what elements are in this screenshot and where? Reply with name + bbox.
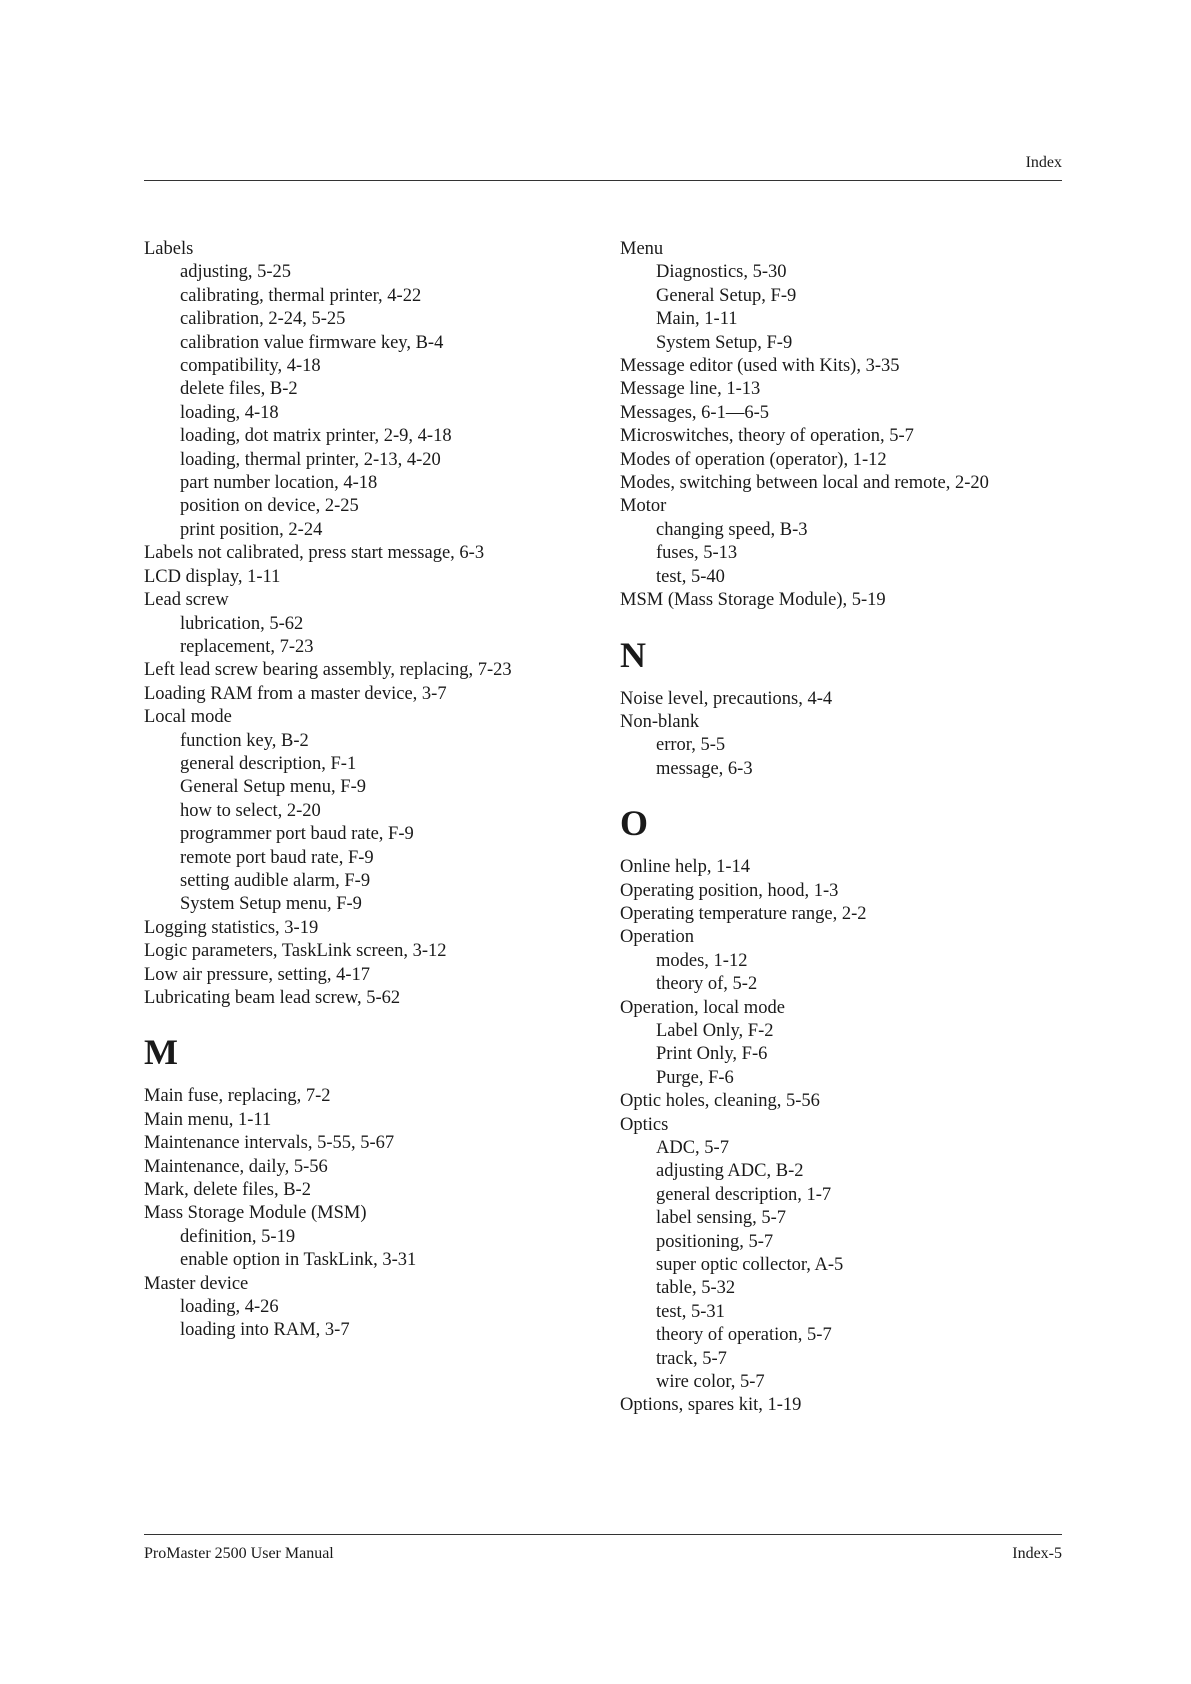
index-entry: Modes, switching between local and remote, 2-20 [620,473,989,494]
index-entry: Local mode [144,707,232,728]
index-subentry: wire color, 5-7 [656,1372,765,1393]
index-subentry: setting audible alarm, F-9 [180,870,371,891]
index-subentry: Purge, F-6 [656,1067,734,1088]
index-entry: Optics [620,1114,669,1135]
index-subentry: calibrating, thermal printer, 4-22 [180,285,422,306]
index-entry: Lead screw [144,590,229,611]
index-entry: Operation, local mode [620,997,785,1018]
index-subentry: replacement, 7-23 [180,636,314,657]
index-entry: Master device [144,1273,249,1294]
index-subentry: General Setup menu, F-9 [180,777,366,798]
header-title: Index [1025,154,1062,171]
index-entry: Loading RAM from a master device, 3-7 [144,683,447,704]
index-entry: Message editor (used with Kits), 3-35 [620,356,900,377]
index-subentry: delete files, B-2 [180,379,298,400]
index-subentry: theory of, 5-2 [656,974,758,995]
index-subentry: changing speed, B-3 [656,519,808,540]
index-entry: Modes of operation (operator), 1-12 [620,449,887,470]
index-entry: Operation [620,927,694,948]
index-subentry: function key, B-2 [180,730,309,751]
index-subentry: part number location, 4-18 [180,473,378,494]
index-subentry: print position, 2-24 [180,519,323,540]
index-subentry: System Setup menu, F-9 [180,894,362,915]
index-subentry: General Setup, F-9 [656,285,797,306]
index-entry: Online help, 1-14 [620,857,750,878]
index-subentry: remote port baud rate, F-9 [180,847,374,868]
index-section-letter: O [620,803,649,844]
index-subentry: adjusting ADC, B-2 [656,1161,804,1182]
index-entry: Operating temperature range, 2-2 [620,903,867,924]
index-subentry: fuses, 5-13 [656,543,738,564]
footer-manual-title: ProMaster 2500 User Manual [144,1545,334,1562]
index-section-letter: N [620,634,646,675]
index-subentry: label sensing, 5-7 [656,1208,786,1229]
index-entry: Main fuse, replacing, 7-2 [144,1086,331,1107]
index-column-right [620,238,1090,1418]
index-subentry: ADC, 5-7 [656,1138,729,1158]
index-entry: MSM (Mass Storage Module), 5-19 [620,590,886,611]
index-subentry: loading, 4-26 [180,1297,279,1318]
index-entry: Left lead screw bearing assembly, replacing, 7-23 [144,660,512,681]
index-entry: Non-blank [620,711,700,732]
index-subentry: Label Only, F-2 [656,1020,774,1041]
index-entry: Noise level, precautions, 4-4 [620,688,833,709]
index-entry: Messages, 6-1—6-5 [620,402,770,423]
index-subentry: track, 5-7 [656,1348,727,1369]
index-subentry: definition, 5-19 [180,1226,296,1247]
index-entry: Motor [620,496,667,517]
index-subentry: enable option in TaskLink, 3-31 [180,1250,417,1271]
index-subentry: theory of operation, 5-7 [656,1325,832,1346]
index-subentry: modes, 1-12 [656,950,748,971]
index-subentry: System Setup, F-9 [656,332,793,353]
page-header [144,154,1062,181]
index-subentry: compatibility, 4-18 [180,356,321,377]
index-subentry: how to select, 2-20 [180,800,321,821]
index-column-left [144,238,604,1343]
index-subentry: message, 6-3 [656,758,753,779]
index-section-letter: M [144,1032,178,1073]
index-entry: Options, spares kit, 1-19 [620,1395,802,1416]
index-subentry: loading into RAM, 3-7 [180,1320,350,1341]
page-footer [144,1534,1062,1562]
index-entry: Low air pressure, setting, 4-17 [144,964,371,985]
index-entry: Main menu, 1-11 [144,1109,272,1130]
index-subentry: positioning, 5-7 [656,1231,774,1252]
index-subentry: general description, 1-7 [656,1184,832,1205]
index-entry: Message line, 1-13 [620,379,761,400]
index-subentry: calibration value firmware key, B-4 [180,332,444,353]
footer-page-number: Index-5 [1012,1545,1062,1562]
index-subentry: test, 5-31 [656,1301,725,1322]
index-entry: Logic parameters, TaskLink screen, 3-12 [144,941,447,962]
index-entry: Maintenance intervals, 5-55, 5-67 [144,1133,395,1154]
index-entry: Labels not calibrated, press start message, 6-3 [144,543,485,564]
index-subentry: Diagnostics, 5-30 [656,262,787,283]
index-entry: Lubricating beam lead screw, 5-62 [144,988,401,1008]
index-subentry: loading, dot matrix printer, 2-9, 4-18 [180,426,452,447]
index-entry: Menu [620,239,664,259]
index-subentry: super optic collector, A-5 [656,1255,844,1276]
index-subentry: test, 5-40 [656,566,725,587]
index-subentry: adjusting, 5-25 [180,262,291,283]
index-subentry: general description, F-1 [180,753,357,774]
index-entry: LCD display, 1-11 [144,566,281,587]
index-entry: Optic holes, cleaning, 5-56 [620,1091,820,1112]
index-subentry: error, 5-5 [656,735,726,756]
index-subentry: loading, 4-18 [180,402,279,423]
index-subentry: table, 5-32 [656,1278,736,1299]
index-entry: Maintenance, daily, 5-56 [144,1156,328,1177]
index-entry: Operating position, hood, 1-3 [620,880,839,901]
index-entry: Labels [144,239,194,259]
index-subentry: Main, 1-11 [656,309,738,330]
index-subentry: position on device, 2-25 [180,496,359,517]
index-subentry: calibration, 2-24, 5-25 [180,309,346,330]
index-entry: Logging statistics, 3-19 [144,917,319,938]
index-subentry: programmer port baud rate, F-9 [180,824,414,845]
index-subentry: lubrication, 5-62 [180,613,304,634]
index-subentry: loading, thermal printer, 2-13, 4-20 [180,449,441,470]
index-subentry: Print Only, F-6 [656,1044,768,1065]
index-entry: Mass Storage Module (MSM) [144,1203,367,1224]
index-entry: Mark, delete files, B-2 [144,1180,311,1201]
index-entry: Microswitches, theory of operation, 5-7 [620,426,914,447]
